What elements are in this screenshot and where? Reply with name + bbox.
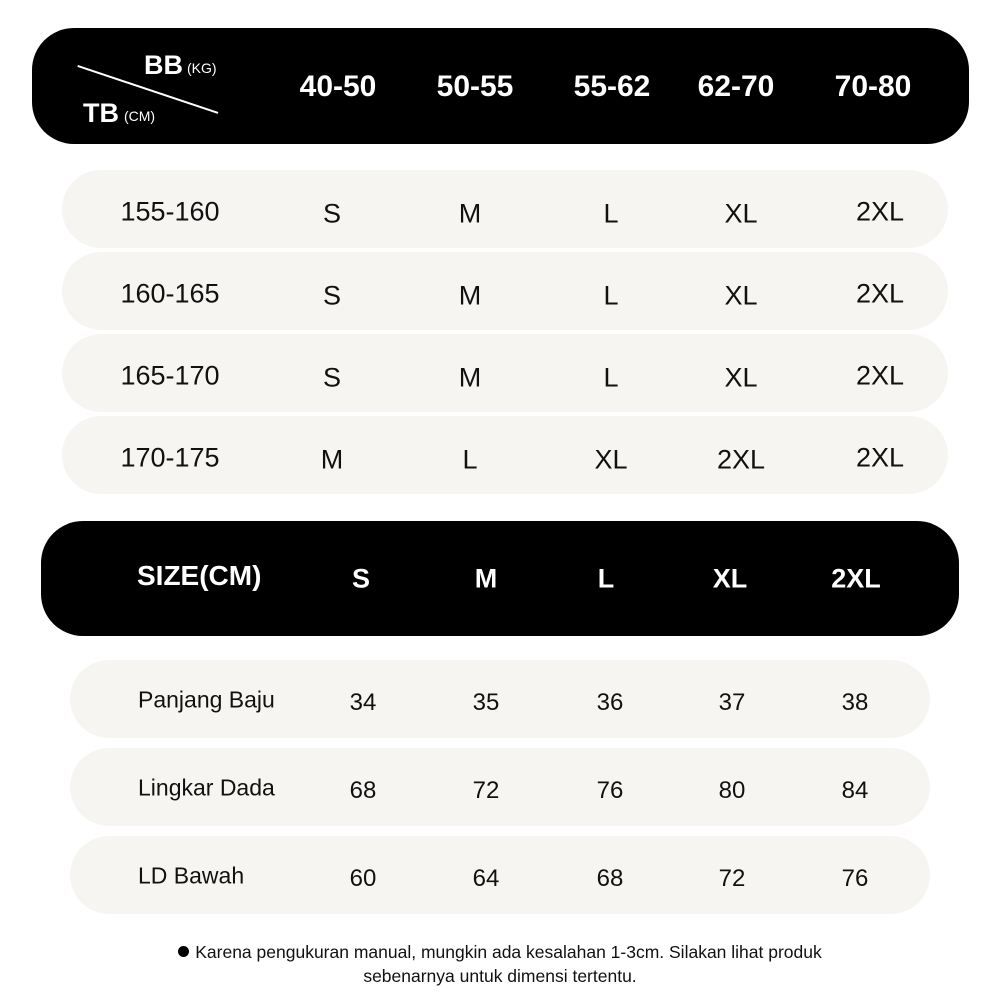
- weight-range-header: 62-70: [697, 70, 775, 103]
- size-cell: L: [603, 198, 619, 229]
- weight-range-header: 40-50: [299, 70, 377, 103]
- size-cell: 2XL: [855, 278, 905, 309]
- size-cell: S: [322, 362, 342, 393]
- measurement-value: 76: [596, 777, 624, 804]
- fit-table-row: [62, 252, 948, 330]
- measurement-row: [70, 660, 930, 738]
- size-cell: L: [603, 362, 619, 393]
- size-column-header: XL: [712, 563, 748, 594]
- measurement-value: 35: [472, 689, 500, 716]
- weight-range-header: 70-80: [834, 70, 912, 103]
- weight-range-header: 50-55: [436, 70, 514, 103]
- weight-range-header: 55-62: [573, 70, 651, 103]
- measurement-label: Lingkar Dada: [138, 774, 275, 801]
- corner-tb-unit: (CM): [124, 108, 156, 124]
- height-range-label: 165-170: [120, 360, 220, 391]
- size-table-title: SIZE(CM): [137, 560, 262, 591]
- measurement-value: 60: [349, 865, 377, 892]
- size-cell: 2XL: [855, 360, 905, 391]
- note-line-2: sebenarnya untuk dimensi tertentu.: [363, 966, 637, 986]
- height-range-label: 170-175: [120, 442, 220, 473]
- size-cell: M: [458, 198, 482, 229]
- corner-bb-label: BB: [144, 50, 183, 80]
- size-cell: 2XL: [855, 442, 905, 473]
- measurement-label: LD Bawah: [138, 862, 245, 889]
- size-cell: M: [320, 444, 344, 475]
- measurement-value: 80: [718, 777, 746, 804]
- height-range-label: 155-160: [120, 196, 220, 227]
- size-cell: S: [322, 198, 342, 229]
- size-cell: XL: [594, 444, 628, 475]
- measurement-value: 36: [596, 689, 624, 716]
- size-cell: 2XL: [716, 444, 766, 475]
- measurement-value: 34: [349, 689, 377, 716]
- size-cell: M: [458, 362, 482, 393]
- size-cell: M: [458, 280, 482, 311]
- corner-tb-label: TB: [83, 98, 119, 128]
- size-column-header: L: [597, 563, 615, 594]
- size-column-header: 2XL: [831, 563, 881, 594]
- size-table-header: [41, 521, 959, 636]
- note-line-1: Karena pengukuran manual, mungkin ada kesalahan 1-3cm. Silakan lihat produk: [195, 942, 822, 962]
- size-cell: XL: [724, 362, 758, 393]
- size-column-header: M: [474, 563, 498, 594]
- fit-table-header: [32, 28, 969, 144]
- size-cell: S: [322, 280, 342, 311]
- measurement-label: Panjang Baju: [138, 686, 275, 713]
- size-column-header: S: [351, 563, 371, 594]
- measurement-row: [70, 836, 930, 914]
- measurement-row: [70, 748, 930, 826]
- size-cell: L: [603, 280, 619, 311]
- fit-table-row: [62, 170, 948, 248]
- bullet-icon: [178, 946, 189, 957]
- size-cell: XL: [724, 280, 758, 311]
- corner-bb-unit: (KG): [187, 60, 217, 76]
- measurement-value: 84: [841, 777, 869, 804]
- measurement-note: [0, 940, 1000, 988]
- fit-table-row: [62, 334, 948, 412]
- measurement-value: 72: [718, 865, 746, 892]
- fit-table-row: [62, 416, 948, 494]
- measurement-value: 37: [718, 689, 746, 716]
- measurement-value: 68: [349, 777, 377, 804]
- measurement-value: 76: [841, 865, 869, 892]
- measurement-value: 64: [472, 865, 500, 892]
- measurement-value: 68: [596, 865, 624, 892]
- size-cell: 2XL: [855, 196, 905, 227]
- measurement-value: 72: [472, 777, 500, 804]
- height-range-label: 160-165: [120, 278, 220, 309]
- size-cell: L: [462, 444, 478, 475]
- measurement-value: 38: [841, 689, 869, 716]
- size-cell: XL: [724, 198, 758, 229]
